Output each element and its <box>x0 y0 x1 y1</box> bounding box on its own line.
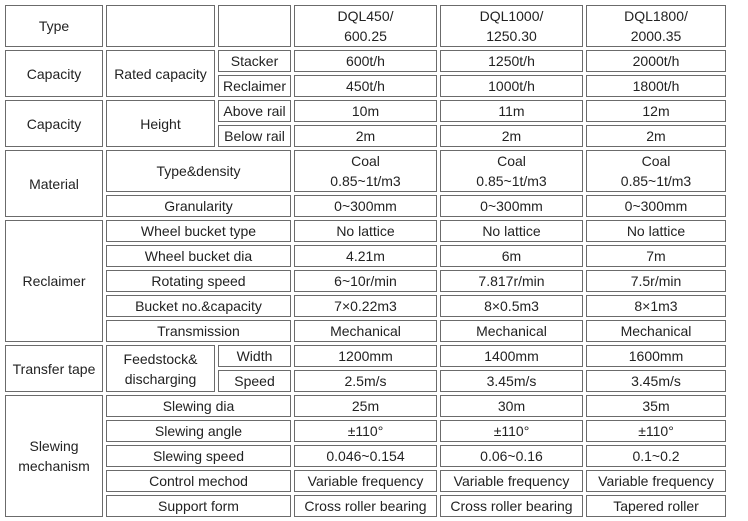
model-header-cell: DQL1800/ 2000.35 <box>586 5 726 47</box>
value-cell: 1200mm <box>294 345 437 367</box>
value-cell: 8×1m3 <box>586 295 726 317</box>
row-label-cell: Reclaimer <box>218 75 291 97</box>
row-label-cell: Speed <box>218 370 291 392</box>
value-cell: Coal 0.85~1t/m3 <box>440 150 583 192</box>
value-cell: 1250t/h <box>440 50 583 72</box>
value-cell: Mechanical <box>586 320 726 342</box>
group-cell-capacity: Capacity <box>5 100 103 147</box>
row-label-cell: Bucket no.&capacity <box>106 295 291 317</box>
value-cell: 1400mm <box>440 345 583 367</box>
subgroup-cell-feedstock-discharging: Feedstock& discharging <box>106 345 215 392</box>
value-cell: 12m <box>586 100 726 122</box>
value-cell: 1800t/h <box>586 75 726 97</box>
value-cell: ±110° <box>586 420 726 442</box>
table-row <box>5 445 726 467</box>
row-label-cell: Type&density <box>106 150 291 192</box>
value-cell: 7m <box>586 245 726 267</box>
value-cell: Coal 0.85~1t/m3 <box>294 150 437 192</box>
value-cell: 0.046~0.154 <box>294 445 437 467</box>
table-row <box>5 345 726 367</box>
value-cell: ±110° <box>294 420 437 442</box>
table-row <box>5 395 726 417</box>
group-cell-slewing-mechanism: Slewing mechanism <box>5 395 103 517</box>
value-cell: 600t/h <box>294 50 437 72</box>
value-cell: Coal 0.85~1t/m3 <box>586 150 726 192</box>
row-label-cell: Wheel bucket type <box>106 220 291 242</box>
value-cell: 4.21m <box>294 245 437 267</box>
value-cell: 8×0.5m3 <box>440 295 583 317</box>
row-label-cell: Granularity <box>106 195 291 217</box>
value-cell: 7.5r/min <box>586 270 726 292</box>
value-cell: No lattice <box>294 220 437 242</box>
table-row <box>5 495 726 517</box>
header-row <box>5 5 726 47</box>
row-label-cell: Support form <box>106 495 291 517</box>
value-cell: 0.1~0.2 <box>586 445 726 467</box>
table-row <box>5 420 726 442</box>
model-header-cell: DQL450/ 600.25 <box>294 5 437 47</box>
group-cell-transfer-tape: Transfer tape <box>5 345 103 392</box>
value-cell: 2m <box>440 125 583 147</box>
empty-header-cell <box>106 5 215 47</box>
value-cell: 7×0.22m3 <box>294 295 437 317</box>
value-cell: 0~300mm <box>294 195 437 217</box>
value-cell: 2m <box>586 125 726 147</box>
row-label-cell: Above rail <box>218 100 291 122</box>
subgroup-cell-rated-capacity: Rated capacity <box>106 50 215 97</box>
value-cell: Cross roller bearing <box>440 495 583 517</box>
value-cell: Variable frequency <box>586 470 726 492</box>
value-cell: Mechanical <box>440 320 583 342</box>
value-cell: 1000t/h <box>440 75 583 97</box>
value-cell: 0~300mm <box>586 195 726 217</box>
row-label-cell: Transmission <box>106 320 291 342</box>
value-cell: 30m <box>440 395 583 417</box>
value-cell: 3.45m/s <box>586 370 726 392</box>
value-cell: Variable frequency <box>294 470 437 492</box>
value-cell: 0~300mm <box>440 195 583 217</box>
value-cell: 6~10r/min <box>294 270 437 292</box>
value-cell: 1600mm <box>586 345 726 367</box>
row-label-cell: Rotating speed <box>106 270 291 292</box>
value-cell: 450t/h <box>294 75 437 97</box>
table-row <box>5 50 726 72</box>
value-cell: Cross roller bearing <box>294 495 437 517</box>
value-cell: 25m <box>294 395 437 417</box>
value-cell: 10m <box>294 100 437 122</box>
group-cell-material: Material <box>5 150 103 217</box>
table-row <box>5 295 726 317</box>
value-cell: 3.45m/s <box>440 370 583 392</box>
table-row <box>5 150 726 192</box>
row-label-cell: Slewing speed <box>106 445 291 467</box>
group-cell-reclaimer: Reclaimer <box>5 220 103 342</box>
value-cell: 35m <box>586 395 726 417</box>
value-cell: 7.817r/min <box>440 270 583 292</box>
value-cell: 0.06~0.16 <box>440 445 583 467</box>
row-label-cell: Slewing angle <box>106 420 291 442</box>
subgroup-cell-height: Height <box>106 100 215 147</box>
table-row <box>5 220 726 242</box>
table-row <box>5 100 726 122</box>
value-cell: 2000t/h <box>586 50 726 72</box>
model-header-cell: DQL1000/ 1250.30 <box>440 5 583 47</box>
table-row <box>5 270 726 292</box>
row-label-cell: Below rail <box>218 125 291 147</box>
value-cell: Tapered roller <box>586 495 726 517</box>
group-cell-capacity: Capacity <box>5 50 103 97</box>
table-row <box>5 195 726 217</box>
row-label-cell: Control mechod <box>106 470 291 492</box>
value-cell: 11m <box>440 100 583 122</box>
value-cell: ±110° <box>440 420 583 442</box>
row-label-cell: Stacker <box>218 50 291 72</box>
value-cell: Variable frequency <box>440 470 583 492</box>
value-cell: No lattice <box>440 220 583 242</box>
value-cell: 2.5m/s <box>294 370 437 392</box>
value-cell: 6m <box>440 245 583 267</box>
row-label-cell: Slewing dia <box>106 395 291 417</box>
row-label-cell: Width <box>218 345 291 367</box>
type-header-cell: Type <box>5 5 103 47</box>
table-row <box>5 320 726 342</box>
table-row <box>5 470 726 492</box>
spec-table <box>2 2 729 520</box>
value-cell: No lattice <box>586 220 726 242</box>
table-row <box>5 245 726 267</box>
value-cell: Mechanical <box>294 320 437 342</box>
row-label-cell: Wheel bucket dia <box>106 245 291 267</box>
empty-header-cell <box>218 5 291 47</box>
value-cell: 2m <box>294 125 437 147</box>
